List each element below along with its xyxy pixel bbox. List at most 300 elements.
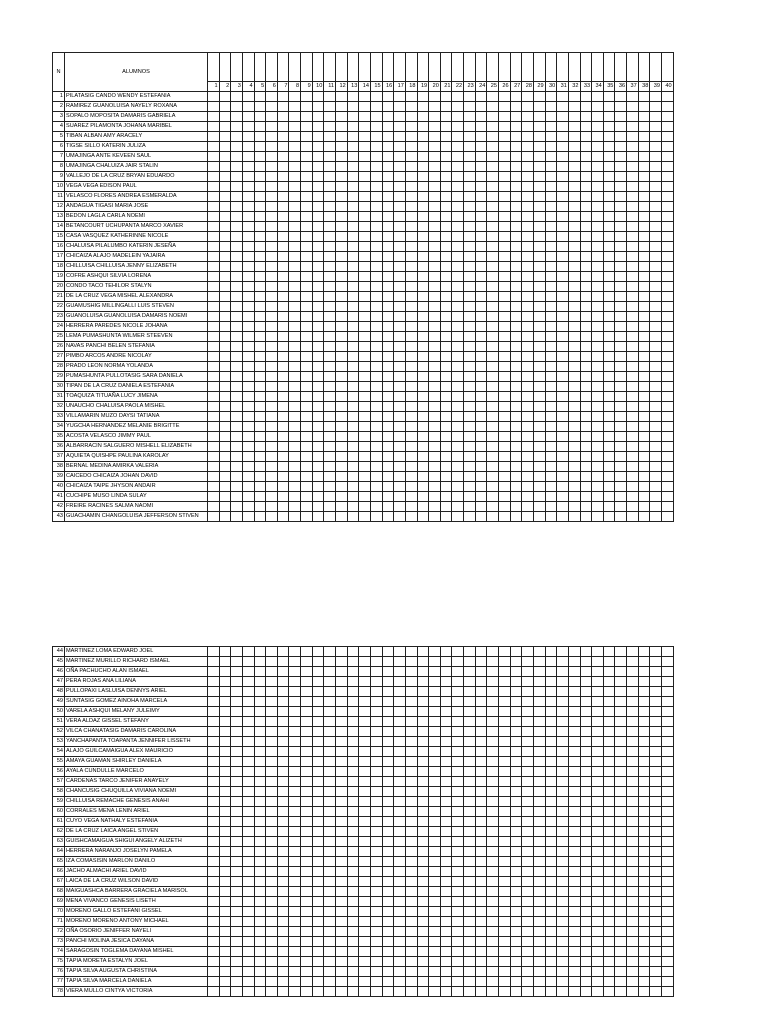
grade-cell[interactable]	[417, 807, 429, 817]
grade-cell[interactable]	[627, 877, 639, 887]
grade-cell[interactable]	[475, 827, 487, 837]
grade-cell[interactable]	[231, 202, 243, 212]
grade-cell[interactable]	[452, 657, 464, 667]
grade-cell[interactable]	[603, 697, 615, 707]
grade-cell[interactable]	[208, 512, 220, 522]
grade-cell[interactable]	[417, 362, 429, 372]
grade-cell[interactable]	[650, 707, 662, 717]
grade-cell[interactable]	[359, 482, 371, 492]
grade-cell[interactable]	[568, 827, 580, 837]
grade-cell[interactable]	[568, 807, 580, 817]
grade-cell[interactable]	[522, 162, 534, 172]
grade-cell[interactable]	[627, 717, 639, 727]
grade-cell[interactable]	[219, 987, 231, 997]
grade-cell[interactable]	[324, 472, 336, 482]
grade-cell[interactable]	[580, 927, 592, 937]
grade-cell[interactable]	[452, 857, 464, 867]
grade-cell[interactable]	[289, 192, 301, 202]
grade-cell[interactable]	[382, 492, 394, 502]
grade-cell[interactable]	[440, 372, 452, 382]
grade-cell[interactable]	[208, 242, 220, 252]
grade-cell[interactable]	[475, 747, 487, 757]
grade-cell[interactable]	[510, 142, 522, 152]
grade-cell[interactable]	[394, 967, 406, 977]
grade-cell[interactable]	[464, 697, 476, 707]
grade-cell[interactable]	[464, 372, 476, 382]
grade-cell[interactable]	[615, 92, 627, 102]
grade-cell[interactable]	[336, 787, 348, 797]
grade-cell[interactable]	[452, 162, 464, 172]
grade-cell[interactable]	[219, 452, 231, 462]
grade-cell[interactable]	[254, 202, 266, 212]
grade-cell[interactable]	[370, 867, 382, 877]
grade-cell[interactable]	[324, 967, 336, 977]
grade-cell[interactable]	[347, 342, 359, 352]
grade-cell[interactable]	[405, 502, 417, 512]
grade-cell[interactable]	[568, 977, 580, 987]
grade-cell[interactable]	[231, 292, 243, 302]
grade-cell[interactable]	[405, 807, 417, 817]
grade-cell[interactable]	[615, 342, 627, 352]
grade-cell[interactable]	[266, 112, 278, 122]
grade-cell[interactable]	[405, 422, 417, 432]
grade-cell[interactable]	[440, 272, 452, 282]
grade-cell[interactable]	[382, 352, 394, 362]
grade-cell[interactable]	[347, 472, 359, 482]
grade-cell[interactable]	[464, 272, 476, 282]
grade-cell[interactable]	[208, 92, 220, 102]
grade-cell[interactable]	[545, 917, 557, 927]
grade-cell[interactable]	[231, 817, 243, 827]
grade-cell[interactable]	[592, 412, 604, 422]
grade-cell[interactable]	[266, 362, 278, 372]
grade-cell[interactable]	[661, 897, 673, 907]
grade-cell[interactable]	[219, 512, 231, 522]
grade-cell[interactable]	[429, 162, 441, 172]
grade-cell[interactable]	[347, 967, 359, 977]
grade-cell[interactable]	[522, 727, 534, 737]
grade-cell[interactable]	[208, 352, 220, 362]
grade-cell[interactable]	[580, 232, 592, 242]
grade-cell[interactable]	[533, 937, 545, 947]
grade-cell[interactable]	[545, 452, 557, 462]
grade-cell[interactable]	[568, 382, 580, 392]
grade-cell[interactable]	[324, 212, 336, 222]
grade-cell[interactable]	[289, 827, 301, 837]
grade-cell[interactable]	[336, 987, 348, 997]
grade-cell[interactable]	[440, 162, 452, 172]
grade-cell[interactable]	[452, 967, 464, 977]
grade-cell[interactable]	[638, 987, 650, 997]
grade-cell[interactable]	[487, 422, 499, 432]
grade-cell[interactable]	[324, 422, 336, 432]
grade-cell[interactable]	[464, 222, 476, 232]
grade-cell[interactable]	[603, 837, 615, 847]
grade-cell[interactable]	[219, 657, 231, 667]
grade-cell[interactable]	[568, 402, 580, 412]
grade-cell[interactable]	[242, 867, 254, 877]
grade-cell[interactable]	[208, 162, 220, 172]
grade-cell[interactable]	[592, 697, 604, 707]
grade-cell[interactable]	[545, 232, 557, 242]
grade-cell[interactable]	[627, 152, 639, 162]
grade-cell[interactable]	[499, 392, 511, 402]
grade-cell[interactable]	[301, 162, 313, 172]
grade-cell[interactable]	[592, 887, 604, 897]
grade-cell[interactable]	[208, 222, 220, 232]
grade-cell[interactable]	[242, 917, 254, 927]
grade-cell[interactable]	[394, 717, 406, 727]
grade-cell[interactable]	[219, 697, 231, 707]
grade-cell[interactable]	[580, 432, 592, 442]
grade-cell[interactable]	[627, 817, 639, 827]
grade-cell[interactable]	[324, 252, 336, 262]
grade-cell[interactable]	[254, 302, 266, 312]
grade-cell[interactable]	[464, 172, 476, 182]
grade-cell[interactable]	[301, 192, 313, 202]
grade-cell[interactable]	[324, 312, 336, 322]
grade-cell[interactable]	[231, 152, 243, 162]
grade-cell[interactable]	[417, 512, 429, 522]
grade-cell[interactable]	[359, 677, 371, 687]
grade-cell[interactable]	[638, 472, 650, 482]
grade-cell[interactable]	[603, 472, 615, 482]
grade-cell[interactable]	[568, 442, 580, 452]
grade-cell[interactable]	[359, 282, 371, 292]
grade-cell[interactable]	[475, 422, 487, 432]
grade-cell[interactable]	[359, 412, 371, 422]
grade-cell[interactable]	[568, 462, 580, 472]
grade-cell[interactable]	[254, 442, 266, 452]
grade-cell[interactable]	[533, 907, 545, 917]
grade-cell[interactable]	[440, 827, 452, 837]
grade-cell[interactable]	[370, 182, 382, 192]
grade-cell[interactable]	[440, 132, 452, 142]
grade-cell[interactable]	[522, 987, 534, 997]
grade-cell[interactable]	[312, 222, 324, 232]
grade-cell[interactable]	[568, 232, 580, 242]
grade-cell[interactable]	[627, 647, 639, 657]
grade-cell[interactable]	[580, 837, 592, 847]
grade-cell[interactable]	[312, 162, 324, 172]
grade-cell[interactable]	[627, 697, 639, 707]
grade-cell[interactable]	[324, 392, 336, 402]
grade-cell[interactable]	[394, 212, 406, 222]
grade-cell[interactable]	[522, 192, 534, 202]
grade-cell[interactable]	[382, 927, 394, 937]
grade-cell[interactable]	[289, 202, 301, 212]
grade-cell[interactable]	[533, 462, 545, 472]
grade-cell[interactable]	[510, 967, 522, 977]
grade-cell[interactable]	[231, 667, 243, 677]
grade-cell[interactable]	[405, 152, 417, 162]
grade-cell[interactable]	[568, 292, 580, 302]
grade-cell[interactable]	[568, 102, 580, 112]
grade-cell[interactable]	[580, 797, 592, 807]
grade-cell[interactable]	[242, 737, 254, 747]
grade-cell[interactable]	[359, 122, 371, 132]
grade-cell[interactable]	[242, 727, 254, 737]
grade-cell[interactable]	[324, 132, 336, 142]
grade-cell[interactable]	[661, 987, 673, 997]
grade-cell[interactable]	[417, 152, 429, 162]
grade-cell[interactable]	[417, 172, 429, 182]
grade-cell[interactable]	[545, 482, 557, 492]
grade-cell[interactable]	[277, 102, 289, 112]
grade-cell[interactable]	[405, 222, 417, 232]
grade-cell[interactable]	[289, 262, 301, 272]
grade-cell[interactable]	[312, 797, 324, 807]
grade-cell[interactable]	[277, 392, 289, 402]
grade-cell[interactable]	[394, 332, 406, 342]
grade-cell[interactable]	[382, 342, 394, 352]
grade-cell[interactable]	[464, 192, 476, 202]
grade-cell[interactable]	[324, 232, 336, 242]
grade-cell[interactable]	[603, 987, 615, 997]
grade-cell[interactable]	[603, 142, 615, 152]
grade-cell[interactable]	[382, 697, 394, 707]
grade-cell[interactable]	[254, 737, 266, 747]
grade-cell[interactable]	[405, 827, 417, 837]
grade-cell[interactable]	[382, 422, 394, 432]
grade-cell[interactable]	[231, 947, 243, 957]
grade-cell[interactable]	[289, 797, 301, 807]
grade-cell[interactable]	[650, 747, 662, 757]
grade-cell[interactable]	[522, 412, 534, 422]
grade-cell[interactable]	[499, 767, 511, 777]
grade-cell[interactable]	[638, 322, 650, 332]
grade-cell[interactable]	[208, 727, 220, 737]
grade-cell[interactable]	[347, 142, 359, 152]
grade-cell[interactable]	[557, 897, 569, 907]
grade-cell[interactable]	[359, 512, 371, 522]
grade-cell[interactable]	[219, 352, 231, 362]
grade-cell[interactable]	[417, 482, 429, 492]
grade-cell[interactable]	[603, 727, 615, 737]
grade-cell[interactable]	[661, 222, 673, 232]
grade-cell[interactable]	[254, 152, 266, 162]
grade-cell[interactable]	[627, 422, 639, 432]
grade-cell[interactable]	[522, 352, 534, 362]
grade-cell[interactable]	[324, 452, 336, 462]
grade-cell[interactable]	[661, 152, 673, 162]
grade-cell[interactable]	[266, 727, 278, 737]
grade-cell[interactable]	[359, 272, 371, 282]
grade-cell[interactable]	[533, 172, 545, 182]
grade-cell[interactable]	[266, 372, 278, 382]
grade-cell[interactable]	[382, 292, 394, 302]
grade-cell[interactable]	[277, 847, 289, 857]
grade-cell[interactable]	[429, 92, 441, 102]
grade-cell[interactable]	[545, 747, 557, 757]
grade-cell[interactable]	[464, 342, 476, 352]
grade-cell[interactable]	[510, 252, 522, 262]
grade-cell[interactable]	[475, 352, 487, 362]
grade-cell[interactable]	[336, 162, 348, 172]
grade-cell[interactable]	[452, 372, 464, 382]
grade-cell[interactable]	[266, 332, 278, 342]
grade-cell[interactable]	[394, 422, 406, 432]
grade-cell[interactable]	[464, 282, 476, 292]
grade-cell[interactable]	[301, 352, 313, 362]
grade-cell[interactable]	[627, 212, 639, 222]
grade-cell[interactable]	[603, 262, 615, 272]
grade-cell[interactable]	[277, 867, 289, 877]
grade-cell[interactable]	[394, 102, 406, 112]
grade-cell[interactable]	[417, 717, 429, 727]
grade-cell[interactable]	[405, 372, 417, 382]
grade-cell[interactable]	[301, 242, 313, 252]
grade-cell[interactable]	[557, 657, 569, 667]
grade-cell[interactable]	[208, 282, 220, 292]
grade-cell[interactable]	[219, 787, 231, 797]
grade-cell[interactable]	[475, 907, 487, 917]
grade-cell[interactable]	[580, 282, 592, 292]
grade-cell[interactable]	[347, 402, 359, 412]
grade-cell[interactable]	[522, 432, 534, 442]
grade-cell[interactable]	[208, 847, 220, 857]
grade-cell[interactable]	[289, 707, 301, 717]
grade-cell[interactable]	[231, 342, 243, 352]
grade-cell[interactable]	[568, 677, 580, 687]
grade-cell[interactable]	[650, 687, 662, 697]
grade-cell[interactable]	[440, 737, 452, 747]
grade-cell[interactable]	[650, 727, 662, 737]
grade-cell[interactable]	[638, 182, 650, 192]
grade-cell[interactable]	[312, 92, 324, 102]
grade-cell[interactable]	[312, 422, 324, 432]
grade-cell[interactable]	[324, 707, 336, 717]
grade-cell[interactable]	[568, 857, 580, 867]
grade-cell[interactable]	[254, 192, 266, 202]
grade-cell[interactable]	[522, 687, 534, 697]
grade-cell[interactable]	[254, 867, 266, 877]
grade-cell[interactable]	[557, 432, 569, 442]
grade-cell[interactable]	[208, 122, 220, 132]
grade-cell[interactable]	[382, 957, 394, 967]
grade-cell[interactable]	[289, 897, 301, 907]
grade-cell[interactable]	[638, 907, 650, 917]
grade-cell[interactable]	[487, 482, 499, 492]
grade-cell[interactable]	[289, 677, 301, 687]
grade-cell[interactable]	[603, 332, 615, 342]
grade-cell[interactable]	[324, 202, 336, 212]
grade-cell[interactable]	[545, 202, 557, 212]
grade-cell[interactable]	[487, 737, 499, 747]
grade-cell[interactable]	[627, 342, 639, 352]
grade-cell[interactable]	[452, 777, 464, 787]
grade-cell[interactable]	[347, 192, 359, 202]
grade-cell[interactable]	[464, 462, 476, 472]
grade-cell[interactable]	[557, 817, 569, 827]
grade-cell[interactable]	[615, 382, 627, 392]
grade-cell[interactable]	[242, 957, 254, 967]
grade-cell[interactable]	[347, 392, 359, 402]
grade-cell[interactable]	[638, 897, 650, 907]
grade-cell[interactable]	[522, 767, 534, 777]
grade-cell[interactable]	[557, 192, 569, 202]
grade-cell[interactable]	[208, 657, 220, 667]
grade-cell[interactable]	[545, 857, 557, 867]
grade-cell[interactable]	[277, 182, 289, 192]
grade-cell[interactable]	[510, 232, 522, 242]
grade-cell[interactable]	[661, 887, 673, 897]
grade-cell[interactable]	[650, 977, 662, 987]
grade-cell[interactable]	[533, 502, 545, 512]
grade-cell[interactable]	[452, 767, 464, 777]
grade-cell[interactable]	[336, 957, 348, 967]
grade-cell[interactable]	[615, 242, 627, 252]
grade-cell[interactable]	[347, 382, 359, 392]
grade-cell[interactable]	[359, 747, 371, 757]
grade-cell[interactable]	[219, 807, 231, 817]
grade-cell[interactable]	[242, 432, 254, 442]
grade-cell[interactable]	[638, 947, 650, 957]
grade-cell[interactable]	[499, 887, 511, 897]
grade-cell[interactable]	[615, 777, 627, 787]
grade-cell[interactable]	[382, 687, 394, 697]
grade-cell[interactable]	[580, 697, 592, 707]
grade-cell[interactable]	[615, 947, 627, 957]
grade-cell[interactable]	[382, 717, 394, 727]
grade-cell[interactable]	[417, 937, 429, 947]
grade-cell[interactable]	[231, 242, 243, 252]
grade-cell[interactable]	[301, 292, 313, 302]
grade-cell[interactable]	[487, 897, 499, 907]
grade-cell[interactable]	[277, 152, 289, 162]
grade-cell[interactable]	[650, 232, 662, 242]
grade-cell[interactable]	[417, 907, 429, 917]
grade-cell[interactable]	[301, 452, 313, 462]
grade-cell[interactable]	[219, 777, 231, 787]
grade-cell[interactable]	[242, 967, 254, 977]
grade-cell[interactable]	[545, 162, 557, 172]
grade-cell[interactable]	[499, 877, 511, 887]
grade-cell[interactable]	[487, 302, 499, 312]
grade-cell[interactable]	[417, 927, 429, 937]
grade-cell[interactable]	[557, 767, 569, 777]
grade-cell[interactable]	[289, 132, 301, 142]
grade-cell[interactable]	[533, 162, 545, 172]
grade-cell[interactable]	[487, 717, 499, 727]
grade-cell[interactable]	[370, 332, 382, 342]
grade-cell[interactable]	[242, 787, 254, 797]
grade-cell[interactable]	[301, 112, 313, 122]
grade-cell[interactable]	[545, 422, 557, 432]
grade-cell[interactable]	[580, 452, 592, 462]
grade-cell[interactable]	[242, 392, 254, 402]
grade-cell[interactable]	[336, 192, 348, 202]
grade-cell[interactable]	[638, 927, 650, 937]
grade-cell[interactable]	[277, 957, 289, 967]
grade-cell[interactable]	[440, 777, 452, 787]
grade-cell[interactable]	[359, 937, 371, 947]
grade-cell[interactable]	[254, 707, 266, 717]
grade-cell[interactable]	[522, 757, 534, 767]
grade-cell[interactable]	[557, 707, 569, 717]
grade-cell[interactable]	[522, 502, 534, 512]
grade-cell[interactable]	[254, 697, 266, 707]
grade-cell[interactable]	[429, 657, 441, 667]
grade-cell[interactable]	[650, 987, 662, 997]
grade-cell[interactable]	[452, 667, 464, 677]
grade-cell[interactable]	[405, 817, 417, 827]
grade-cell[interactable]	[464, 687, 476, 697]
grade-cell[interactable]	[301, 322, 313, 332]
grade-cell[interactable]	[382, 102, 394, 112]
grade-cell[interactable]	[522, 362, 534, 372]
grade-cell[interactable]	[661, 857, 673, 867]
